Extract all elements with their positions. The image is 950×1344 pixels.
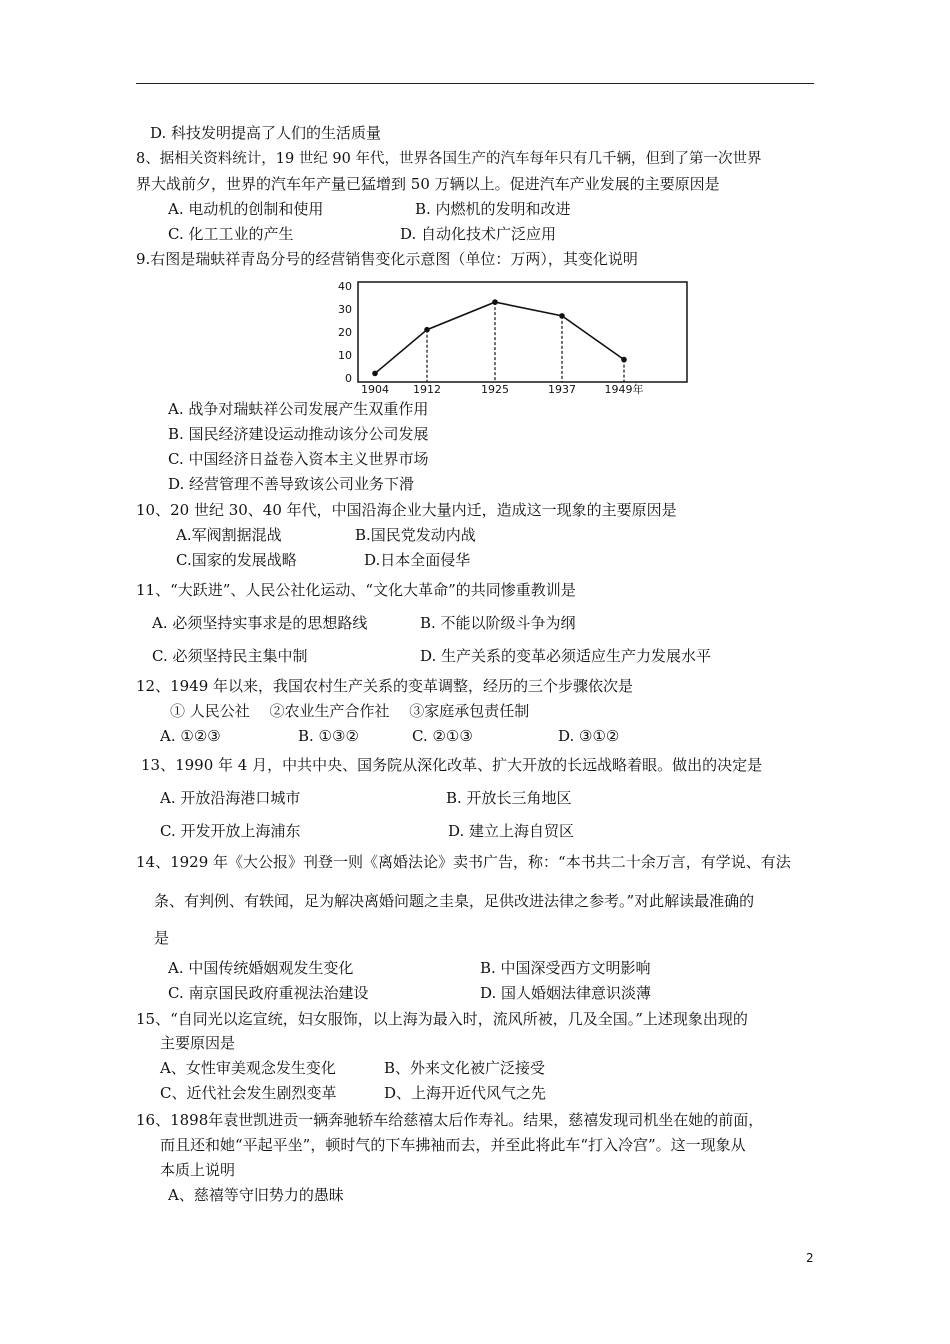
q10-option-c: C.国家的发展战略 bbox=[176, 551, 297, 569]
data-point bbox=[372, 371, 378, 377]
q12-stem: 12、1949 年以来，我国农村生产关系的变革调整，经历的三个步骤依次是 bbox=[136, 677, 634, 695]
q11-option-b: B. 不能以阶级斗争为纲 bbox=[420, 614, 576, 632]
x-tick-label: 1912 bbox=[413, 383, 441, 396]
y-tick-label: 0 bbox=[345, 372, 352, 385]
q9-option-b: B. 国民经济建设运动推动该分公司发展 bbox=[168, 425, 429, 443]
q8-option-d: D. 自动化技术广泛应用 bbox=[400, 225, 557, 243]
q8-option-b: B. 内燃机的发明和改进 bbox=[415, 200, 571, 218]
q9-option-d: D. 经营管理不善导致该公司业务下滑 bbox=[168, 475, 415, 493]
q12-option-b: B. ①③② bbox=[298, 727, 359, 745]
q16-stem-line3: 本质上说明 bbox=[160, 1161, 236, 1179]
q13-stem: 13、1990 年 4 月，中共中央、国务院从深化改革、扩大开放的长远战略着眼。做出的决定是 bbox=[141, 756, 763, 774]
q15-option-d: D、上海开近代风气之先 bbox=[384, 1084, 547, 1102]
q15-option-a: A、女性审美观念发生变化 bbox=[160, 1059, 336, 1077]
q12-items: ① 人民公社 ②农业生产合作社 ③家庭承包责任制 bbox=[170, 702, 530, 720]
q7-option-d: D. 科技发明提高了人们的生活质量 bbox=[150, 124, 382, 142]
q12-option-d: D. ③①② bbox=[558, 727, 620, 745]
q13-option-d: D. 建立上海自贸区 bbox=[448, 822, 575, 840]
y-tick-label: 30 bbox=[338, 303, 352, 316]
q14-stem-line3: 是 bbox=[154, 929, 170, 947]
chart-series-line bbox=[375, 302, 624, 373]
chart-guides bbox=[427, 302, 624, 382]
q14-stem-line1: 14、1929 年《大公报》刊登一则《离婚法论》卖书广告，称：“本书共二十余万言，有学说、有法 bbox=[136, 853, 791, 871]
q16-stem-line2: 而且还和她“平起平坐”，顿时气的下车拂袖而去，并至此将此车“打入冷宫”。这一现象从 bbox=[160, 1136, 746, 1154]
q8-stem-line1: 8、据相关资料统计，19 世纪 90 年代，世界各国生产的汽车每年只有几千辆，但到了第一次世界 bbox=[136, 151, 762, 167]
q10-stem: 10、20 世纪 30、40 年代，中国沿海企业大量内迁，造成这一现象的主要原因是 bbox=[136, 501, 677, 519]
q10-option-d: D.日本全面侵华 bbox=[364, 551, 471, 569]
q8-option-a: A. 电动机的创制和使用 bbox=[168, 200, 324, 218]
y-tick-label: 20 bbox=[338, 326, 352, 339]
q9-option-a: A. 战争对瑞蚨祥公司发展产生双重作用 bbox=[168, 400, 429, 418]
q9-option-c: C. 中国经济日益卷入资本主义世界市场 bbox=[168, 450, 429, 468]
chart-y-ticks bbox=[338, 280, 352, 385]
header-rule bbox=[136, 83, 814, 84]
x-tick-label: 1937 bbox=[548, 383, 576, 396]
q11-option-c: C. 必须坚持民主集中制 bbox=[152, 647, 308, 665]
q10-option-a: A.军阀割据混战 bbox=[176, 526, 282, 544]
q13-option-a: A. 开放沿海港口城市 bbox=[160, 789, 301, 807]
q14-option-a: A. 中国传统婚姻观发生变化 bbox=[168, 959, 354, 977]
q14-option-b: B. 中国深受西方文明影响 bbox=[480, 959, 651, 977]
q12-option-c: C. ②①③ bbox=[412, 727, 473, 745]
q9-stem: 9.右图是瑞蚨祥青岛分号的经营销售变化示意图（单位：万两），其变化说明 bbox=[136, 250, 638, 268]
data-point bbox=[559, 313, 565, 319]
q12-option-a: A. ①②③ bbox=[160, 727, 221, 745]
q8-option-c: C. 化工工业的产生 bbox=[168, 225, 294, 243]
x-tick-label: 1925 bbox=[481, 383, 509, 396]
chart-points bbox=[372, 299, 627, 376]
x-tick-label: 1949年 bbox=[604, 383, 644, 396]
chart-frame bbox=[358, 282, 687, 382]
q9-sales-chart bbox=[330, 278, 692, 396]
q11-stem: 11、“大跃进”、人民公社化运动、“文化大革命”的共同惨重教训是 bbox=[136, 581, 576, 599]
y-tick-label: 10 bbox=[338, 349, 352, 362]
q13-option-b: B. 开放长三角地区 bbox=[446, 789, 572, 807]
q15-option-c: C、近代社会发生剧烈变革 bbox=[160, 1084, 337, 1102]
q11-option-a: A. 必须坚持实事求是的思想路线 bbox=[152, 614, 368, 632]
q10-option-b: B.国民党发动内战 bbox=[355, 526, 476, 544]
q16-stem-line1: 16、1898年袁世凯进贡一辆奔驰轿车给慈禧太后作寿礼。结果，慈禧发现司机坐在她的前面， bbox=[136, 1111, 764, 1129]
q14-option-c: C. 南京国民政府重视法治建设 bbox=[168, 984, 369, 1002]
q11-option-d: D. 生产关系的变革必须适应生产力发展水平 bbox=[420, 647, 712, 665]
chart-x-ticks bbox=[361, 382, 644, 396]
q13-option-c: C. 开发开放上海浦东 bbox=[160, 822, 301, 840]
y-tick-label: 40 bbox=[338, 280, 352, 293]
data-point bbox=[424, 327, 430, 333]
q14-option-d: D. 国人婚姻法律意识淡薄 bbox=[480, 984, 652, 1002]
page-number: 2 bbox=[806, 1251, 814, 1265]
data-point bbox=[621, 357, 627, 363]
q8-stem-line2: 界大战前夕，世界的汽车年产量已猛增到 50 万辆以上。促进汽车产业发展的主要原因是 bbox=[136, 175, 720, 193]
q15-option-b: B、外来文化被广泛接受 bbox=[384, 1059, 546, 1077]
q15-stem-line2: 主要原因是 bbox=[160, 1034, 236, 1052]
q16-option-a: A、慈禧等守旧势力的愚昧 bbox=[168, 1186, 344, 1204]
data-point bbox=[492, 299, 498, 305]
q14-stem-line2: 条、有判例、有轶闻，足为解决离婚问题之圭臬，足供改进法律之参考。”对此解读最准确的 bbox=[154, 892, 755, 910]
x-tick-label: 1904 bbox=[361, 383, 389, 396]
q15-stem-line1: 15、“自同光以迄宣统，妇女服饰，以上海为最入时，流风所被，几及全国。”上述现象出现的 bbox=[136, 1010, 748, 1028]
